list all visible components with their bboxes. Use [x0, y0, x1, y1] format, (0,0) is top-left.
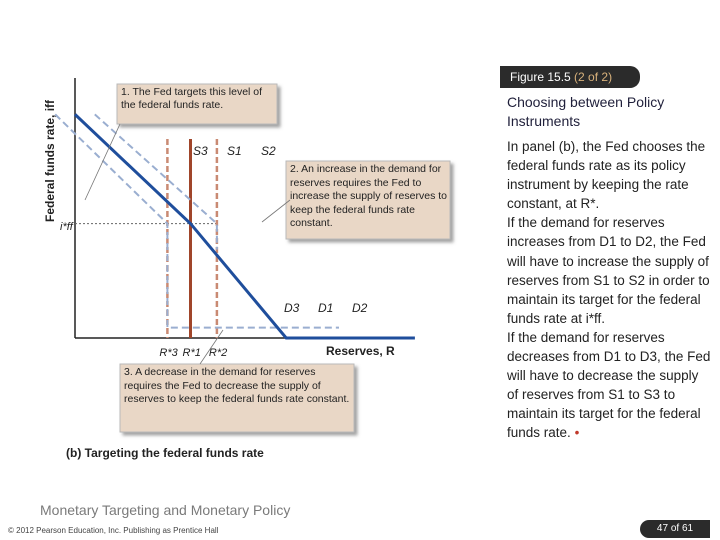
figure-badge [500, 66, 640, 88]
annotation-3-text: 3. A decrease in the demand for reserves requires the Fed to decrease the supply of reserves to keep the federal funds rate constant. [124, 366, 350, 405]
annotation-2-text: 2. An increase in the demand for reserves requires the Fed to increase the supply of reserves to keep the federal funds rate constant. [290, 163, 447, 229]
figure-badge-suffix: (2 of 2) [574, 70, 613, 84]
side-paragraph-3-text: If the demand for reserves decreases from D1 to D3, the Fed will have to decrease the supply of reserves from S1 to S3 to maintain its target for the federal funds rate. [507, 329, 711, 441]
side-panel-title: Choosing between Policy Instruments [507, 94, 665, 129]
page-number[interactable]: 47 of 61 [640, 520, 710, 538]
side-paragraph-2: If the demand for reserves increases from D1 to D2, the Fed will have to increase the supply of reserves from S1 to S2 in order to maintain its target for the federal funds rate at i*ff. [507, 215, 710, 326]
series-label-s3: S3 [193, 144, 208, 158]
series-label-s2: S2 [261, 144, 276, 158]
callout-line-1 [85, 124, 120, 200]
figure-badge-label: Figure 15.5 [510, 70, 571, 84]
end-bullet: • [574, 425, 580, 441]
series-label-d1: D1 [318, 301, 334, 315]
y-tick-label: i*ff [60, 221, 73, 233]
x-tick-label-r1: R*1 [182, 347, 201, 359]
annotation-3 [120, 364, 354, 432]
annotation-1-text: 1. The Fed targets this level of the federal funds rate. [121, 86, 263, 111]
side-paragraph-1: In panel (b), the Fed chooses the federal funds rate as its policy instrument by keeping the rate constant, at R*. [507, 139, 706, 212]
annotation-1 [117, 84, 277, 124]
series-label-d2: D2 [352, 301, 368, 315]
footer-title: Monetary Targeting and Monetary Policy [40, 502, 291, 518]
x-tick-label-r2: R*2 [208, 347, 228, 359]
side-paragraph-3 [507, 328, 712, 443]
x-tick-label-r3: R*3 [159, 347, 178, 359]
copyright: © 2012 Pearson Education, Inc. Publishing as Prentice Hall [8, 526, 219, 535]
demand-curve-d2 [95, 114, 217, 249]
series-label-s1: S1 [227, 144, 242, 158]
annotation-2 [286, 161, 450, 239]
y-axis-label: Federal funds rate, iff [43, 99, 57, 222]
series-label-d3: D3 [284, 301, 300, 315]
side-panel-body [507, 137, 712, 443]
chart-title: (b) Targeting the federal funds rate [66, 446, 264, 460]
x-axis-label: Reserves, R [326, 344, 395, 358]
